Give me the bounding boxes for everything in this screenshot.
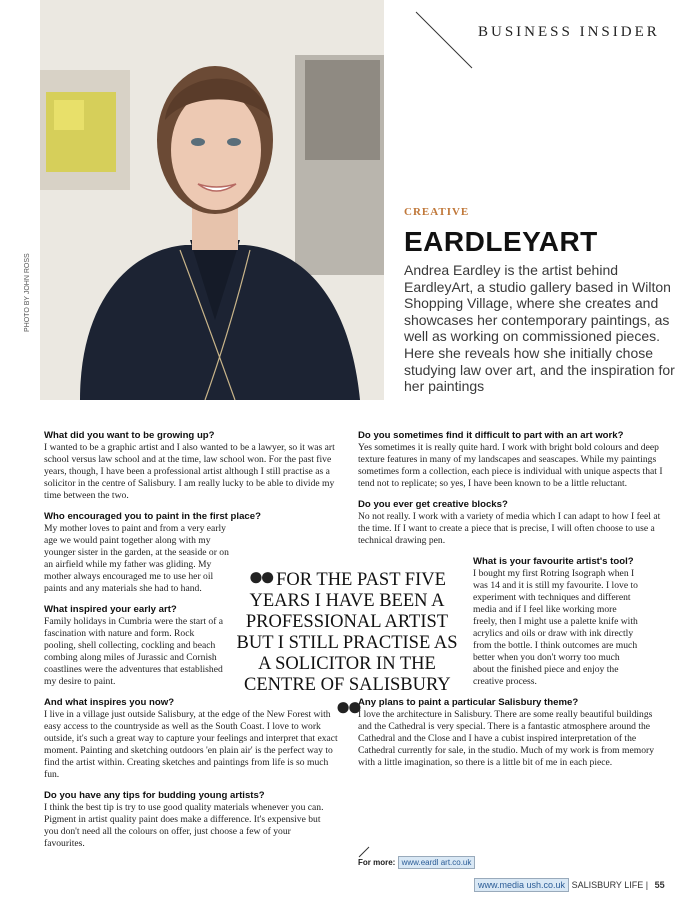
article-title: EARDLEYART: [404, 226, 598, 257]
question-heading: What is your favourite artist's tool?: [473, 556, 634, 567]
website-link[interactable]: www.eardl art.co.uk: [398, 856, 476, 869]
magazine-name: SALISBURY LIFE: [571, 880, 644, 890]
question-heading: What did you want to be growing up?: [44, 430, 215, 441]
publication-section-title: BUSINESS INSIDER: [478, 24, 660, 40]
answer-text: Family holidays in Cumbria were the start of a fascination with nature and form. Rock pooling, shell collecting, cockling and beach combing along miles of Jurassic and Cornish coastlines were the adventures that established my desire to paint.: [44, 616, 224, 687]
article-intro: Andrea Eardley is the artist behind EardleyArt, a studio gallery based in Wilton Shopping Village, where she creates and showcases her contemporary paintings, as well as working on commissioned pieces. Here she reveals how she initially chose studying law over art, and the inspiration for her paintings: [404, 262, 675, 395]
question-heading: What inspired your early art?: [44, 604, 177, 615]
answer-text: Yes sometimes it is really quite hard. I work with bright bold colours and deep texture features in many of my landscapes and seascapes. While my paintings sometimes form a collection, each piece is individual with unique aspects that I tend not to replicate; so yes, I have been known to be a little reluctant.: [358, 442, 663, 489]
portrait-photo: [40, 0, 384, 400]
question-heading: Do you sometimes find it difficult to part with an art work?: [358, 430, 624, 441]
pull-quote-text: FOR THE PAST FIVE YEARS I HAVE BEEN A PROFESSIONAL ARTIST BUT I STILL PRACTISE AS A SOLICITOR IN THE CENTRE OF SALISBURY: [236, 570, 458, 695]
answer-text: I bought my first Rotring Isograph when I was 14 and it is still my favourite. I love to experiment with techniques and different media and if I feel like working more freely, then I might use a palette knife with acrylics and oils or draw with ink directly from the bottle. I think outcomes are much better when you don't worry too much about the finished piece and enjoy the creative process.: [473, 568, 638, 687]
for-more-line: [358, 858, 475, 867]
answer-text: No not really. I work with a variety of media which I can adapt to how I feel at the time. If I want to create a piece that is precise, I will often choose to use a technical drawing pen.: [358, 511, 661, 546]
footer-separator: |: [645, 880, 649, 890]
header-slash-decoration: [414, 10, 474, 70]
page-footer: [474, 880, 665, 890]
page-number: 55: [654, 880, 665, 890]
section-label: CREATIVE: [404, 206, 470, 218]
for-more-slash-decoration: [358, 846, 370, 858]
open-quote-mark: ●●: [248, 562, 272, 591]
question-heading: Any plans to paint a particular Salisbury theme?: [358, 697, 579, 708]
pull-quote: [232, 562, 462, 721]
question-heading: Who encouraged you to paint in the first place?: [44, 511, 261, 522]
answer-text: I think the best tip is try to use good quality materials whenever you can. Pigment in artist quality paint does make a difference. It's expensive but you don't need all the colours on offer, just choose a few of your favourites.: [44, 802, 324, 849]
close-quote-mark: ●●: [335, 692, 359, 721]
question-heading: Do you ever get creative blocks?: [358, 499, 508, 510]
photo-credit: PHOTO BY JOHN ROSS: [24, 253, 31, 332]
answer-text: I love the architecture in Salisbury. There are some really beautiful buildings and the Cathedral is very special. There is a fantastic atmosphere around the Cathedral and the Close and I have a cubist inspired interpretation of the Cathedral currently for sale, in the studio. Much of my work is from memory with a little imagination, so there is a little bit of me in each piece.: [358, 709, 655, 768]
answer-text: I wanted to be a graphic artist and I also wanted to be a lawyer, so it was art school versus law school and at the time, law school won. For the past five years, though, I have been a professional artist although I still practise as a solicitor in the centre of Salisbury. I am really lucky to be able to divide my time between the two.: [44, 442, 335, 501]
for-more-label: For more:: [358, 858, 396, 867]
answer-text: My mother loves to paint and from a very early age we would paint together along with my younger sister in the garden, at the seaside or on an airfield while my father was gliding. My mother always encouraged me to use her oil paints and any materials she had to hand.: [44, 523, 229, 594]
question-heading: And what inspires you now?: [44, 697, 175, 708]
answer-text: I live in a village just outside Salisbury, at the edge of the New Forest with easy access to the countryside as well as the South Coast. I love to work outside, it's such a great way to capture your feelings and interpret that exact moment. Painting and sketching outdoors 'en plain air' is the perfect way to find the artist within. Creating sketches and paintings from life is so much fun.: [44, 709, 338, 780]
question-heading: Do you have any tips for budding young artists?: [44, 790, 265, 801]
footer-website-link[interactable]: www.media ush.co.uk: [474, 878, 569, 892]
